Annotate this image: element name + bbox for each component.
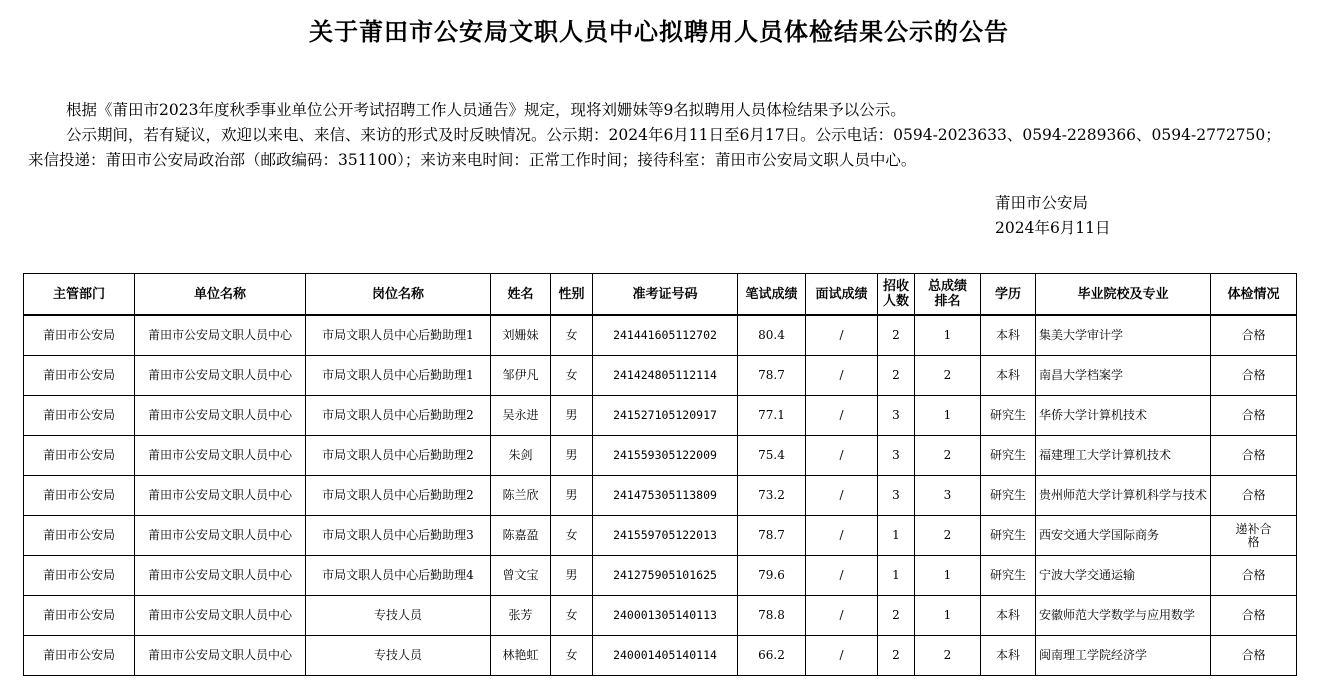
gender-cell: 女 <box>551 315 593 356</box>
school-major-cell: 华侨大学计算机技术 <box>1036 396 1211 436</box>
ticket-number-cell: 241441605112702 <box>593 315 738 356</box>
unit-cell: 莆田市公安局文职人员中心 <box>135 476 306 516</box>
written-score-cell: 78.7 <box>738 516 806 556</box>
written-score-cell: 66.2 <box>738 636 806 676</box>
unit-cell: 莆田市公安局文职人员中心 <box>135 396 306 436</box>
name-cell: 曾文宝 <box>491 556 551 596</box>
gender-cell: 男 <box>551 436 593 476</box>
medical-result-cell: 递补合格 <box>1211 516 1297 556</box>
table-header-row <box>24 274 1297 316</box>
written-score-cell: 78.7 <box>738 356 806 396</box>
table-row <box>24 636 1297 676</box>
table-row <box>24 315 1297 356</box>
hiring-count-cell: 3 <box>878 396 915 436</box>
signature-block <box>995 191 1111 241</box>
department-cell: 莆田市公安局 <box>24 315 135 356</box>
col-header-department: 主管部门 <box>24 274 135 316</box>
ticket-number-cell: 240001305140113 <box>593 596 738 636</box>
col-header-position: 岗位名称 <box>306 274 491 316</box>
position-cell: 市局文职人员中心后勤助理4 <box>306 556 491 596</box>
col-header-interview-score: 面试成绩 <box>806 274 878 316</box>
interview-score-cell: / <box>806 556 878 596</box>
school-major-cell: 集美大学审计学 <box>1036 315 1211 356</box>
written-score-cell: 75.4 <box>738 436 806 476</box>
ticket-number-cell: 241559305122009 <box>593 436 738 476</box>
unit-cell: 莆田市公安局文职人员中心 <box>135 596 306 636</box>
table-row <box>24 596 1297 636</box>
name-cell: 陈嘉盈 <box>491 516 551 556</box>
hiring-count-cell: 1 <box>878 516 915 556</box>
rank-cell: 1 <box>915 596 981 636</box>
education-cell: 研究生 <box>981 476 1036 516</box>
interview-score-cell: / <box>806 516 878 556</box>
department-cell: 莆田市公安局 <box>24 596 135 636</box>
position-cell: 市局文职人员中心后勤助理1 <box>306 356 491 396</box>
name-cell: 陈兰欣 <box>491 476 551 516</box>
education-cell: 本科 <box>981 356 1036 396</box>
signature-org: 莆田市公安局 <box>995 194 1089 212</box>
col-header-rank: 总成绩排名 <box>915 274 981 316</box>
medical-result-cell: 合格 <box>1211 556 1297 596</box>
education-cell: 研究生 <box>981 516 1036 556</box>
ticket-number-cell: 241475305113809 <box>593 476 738 516</box>
written-score-cell: 78.8 <box>738 596 806 636</box>
interview-score-cell: / <box>806 596 878 636</box>
unit-cell: 莆田市公安局文职人员中心 <box>135 636 306 676</box>
table-row <box>24 556 1297 596</box>
written-score-cell: 77.1 <box>738 396 806 436</box>
interview-score-cell: / <box>806 436 878 476</box>
unit-cell: 莆田市公安局文职人员中心 <box>135 556 306 596</box>
col-header-education: 学历 <box>981 274 1036 316</box>
position-cell: 市局文职人员中心后勤助理2 <box>306 436 491 476</box>
medical-result-cell: 合格 <box>1211 396 1297 436</box>
education-cell: 本科 <box>981 636 1036 676</box>
unit-cell: 莆田市公安局文职人员中心 <box>135 315 306 356</box>
col-header-hiring-count: 招收人数 <box>878 274 915 316</box>
school-major-cell: 西安交通大学国际商务 <box>1036 516 1211 556</box>
medical-result-cell: 合格 <box>1211 476 1297 516</box>
school-major-cell: 福建理工大学计算机技术 <box>1036 436 1211 476</box>
education-cell: 本科 <box>981 596 1036 636</box>
school-major-cell: 南昌大学档案学 <box>1036 356 1211 396</box>
name-cell: 林艳虹 <box>491 636 551 676</box>
medical-result-cell: 合格 <box>1211 636 1297 676</box>
paragraph-publicity: 公示期间，若有疑议，欢迎以来电、来信、来访的形式及时反映情况。公示期：2024年6月11日至6月17日。公示电话：0594-2023633、0594-2289366、0594-2772750；来信投递：莆田市公安局政治部（邮政编码：351100）；来访来电时间：正常工作时间；接待科室：莆田市公安局文职人员中心。 <box>28 126 1281 169</box>
medical-result-cell: 合格 <box>1211 436 1297 476</box>
written-score-cell: 73.2 <box>738 476 806 516</box>
gender-cell: 女 <box>551 516 593 556</box>
ticket-number-cell: 241424805112114 <box>593 356 738 396</box>
department-cell: 莆田市公安局 <box>24 436 135 476</box>
gender-cell: 男 <box>551 476 593 516</box>
ticket-number-cell: 241275905101625 <box>593 556 738 596</box>
department-cell: 莆田市公安局 <box>24 556 135 596</box>
department-cell: 莆田市公安局 <box>24 636 135 676</box>
position-cell: 市局文职人员中心后勤助理1 <box>306 315 491 356</box>
col-header-written-score: 笔试成绩 <box>738 274 806 316</box>
name-cell: 吴永进 <box>491 396 551 436</box>
interview-score-cell: / <box>806 636 878 676</box>
table-row <box>24 516 1297 556</box>
announcement-body <box>28 98 1293 173</box>
signature-date: 2024年6月11日 <box>995 219 1111 237</box>
hiring-count-cell: 1 <box>878 556 915 596</box>
table-row <box>24 436 1297 476</box>
medical-result-cell: 合格 <box>1211 315 1297 356</box>
education-cell: 本科 <box>981 315 1036 356</box>
name-cell: 朱剑 <box>491 436 551 476</box>
ticket-number-cell: 241527105120917 <box>593 396 738 436</box>
position-cell: 市局文职人员中心后勤助理3 <box>306 516 491 556</box>
hiring-count-cell: 3 <box>878 436 915 476</box>
unit-cell: 莆田市公安局文职人员中心 <box>135 516 306 556</box>
school-major-cell: 安徽师范大学数学与应用数学 <box>1036 596 1211 636</box>
gender-cell: 男 <box>551 396 593 436</box>
col-header-name: 姓名 <box>491 274 551 316</box>
rank-cell: 2 <box>915 516 981 556</box>
school-major-cell: 宁波大学交通运输 <box>1036 556 1211 596</box>
gender-cell: 女 <box>551 356 593 396</box>
table-row <box>24 476 1297 516</box>
gender-cell: 女 <box>551 596 593 636</box>
hiring-count-cell: 2 <box>878 356 915 396</box>
col-header-unit: 单位名称 <box>135 274 306 316</box>
hiring-count-cell: 2 <box>878 636 915 676</box>
position-cell: 专技人员 <box>306 636 491 676</box>
table-row <box>24 396 1297 436</box>
rank-cell: 2 <box>915 356 981 396</box>
hiring-count-cell: 2 <box>878 596 915 636</box>
medical-result-cell: 合格 <box>1211 596 1297 636</box>
page-title: 关于莆田市公安局文职人员中心拟聘用人员体检结果公示的公告 <box>309 18 1009 46</box>
rank-cell: 3 <box>915 476 981 516</box>
name-cell: 邹伊凡 <box>491 356 551 396</box>
education-cell: 研究生 <box>981 396 1036 436</box>
interview-score-cell: / <box>806 356 878 396</box>
table-body <box>24 315 1297 676</box>
col-header-ticket-number: 准考证号码 <box>593 274 738 316</box>
department-cell: 莆田市公安局 <box>24 396 135 436</box>
col-header-gender: 性别 <box>551 274 593 316</box>
ticket-number-cell: 241559705122013 <box>593 516 738 556</box>
ticket-number-cell: 240001405140114 <box>593 636 738 676</box>
gender-cell: 女 <box>551 636 593 676</box>
position-cell: 市局文职人员中心后勤助理2 <box>306 476 491 516</box>
position-cell: 市局文职人员中心后勤助理2 <box>306 396 491 436</box>
rank-cell: 1 <box>915 556 981 596</box>
results-table <box>23 273 1297 676</box>
department-cell: 莆田市公安局 <box>24 356 135 396</box>
rank-cell: 1 <box>915 396 981 436</box>
department-cell: 莆田市公安局 <box>24 516 135 556</box>
rank-cell: 2 <box>915 436 981 476</box>
education-cell: 研究生 <box>981 556 1036 596</box>
medical-result-cell: 合格 <box>1211 356 1297 396</box>
interview-score-cell: / <box>806 315 878 356</box>
school-major-cell: 贵州师范大学计算机科学与技术 <box>1036 476 1211 516</box>
position-cell: 专技人员 <box>306 596 491 636</box>
col-header-medical-result: 体检情况 <box>1211 274 1297 316</box>
school-major-cell: 闽南理工学院经济学 <box>1036 636 1211 676</box>
hiring-count-cell: 3 <box>878 476 915 516</box>
name-cell: 张芳 <box>491 596 551 636</box>
name-cell: 刘姗妹 <box>491 315 551 356</box>
unit-cell: 莆田市公安局文职人员中心 <box>135 436 306 476</box>
unit-cell: 莆田市公安局文职人员中心 <box>135 356 306 396</box>
gender-cell: 男 <box>551 556 593 596</box>
rank-cell: 1 <box>915 315 981 356</box>
interview-score-cell: / <box>806 476 878 516</box>
hiring-count-cell: 2 <box>878 315 915 356</box>
interview-score-cell: / <box>806 396 878 436</box>
table-row <box>24 356 1297 396</box>
rank-cell: 2 <box>915 636 981 676</box>
written-score-cell: 79.6 <box>738 556 806 596</box>
department-cell: 莆田市公安局 <box>24 476 135 516</box>
education-cell: 研究生 <box>981 436 1036 476</box>
written-score-cell: 80.4 <box>738 315 806 356</box>
paragraph-basis: 根据《莆田市2023年度秋季事业单位公开考试招聘工作人员通告》规定，现将刘姗妹等9名拟聘用人员体检结果予以公示。 <box>66 101 906 119</box>
col-header-school-major: 毕业院校及专业 <box>1036 274 1211 316</box>
